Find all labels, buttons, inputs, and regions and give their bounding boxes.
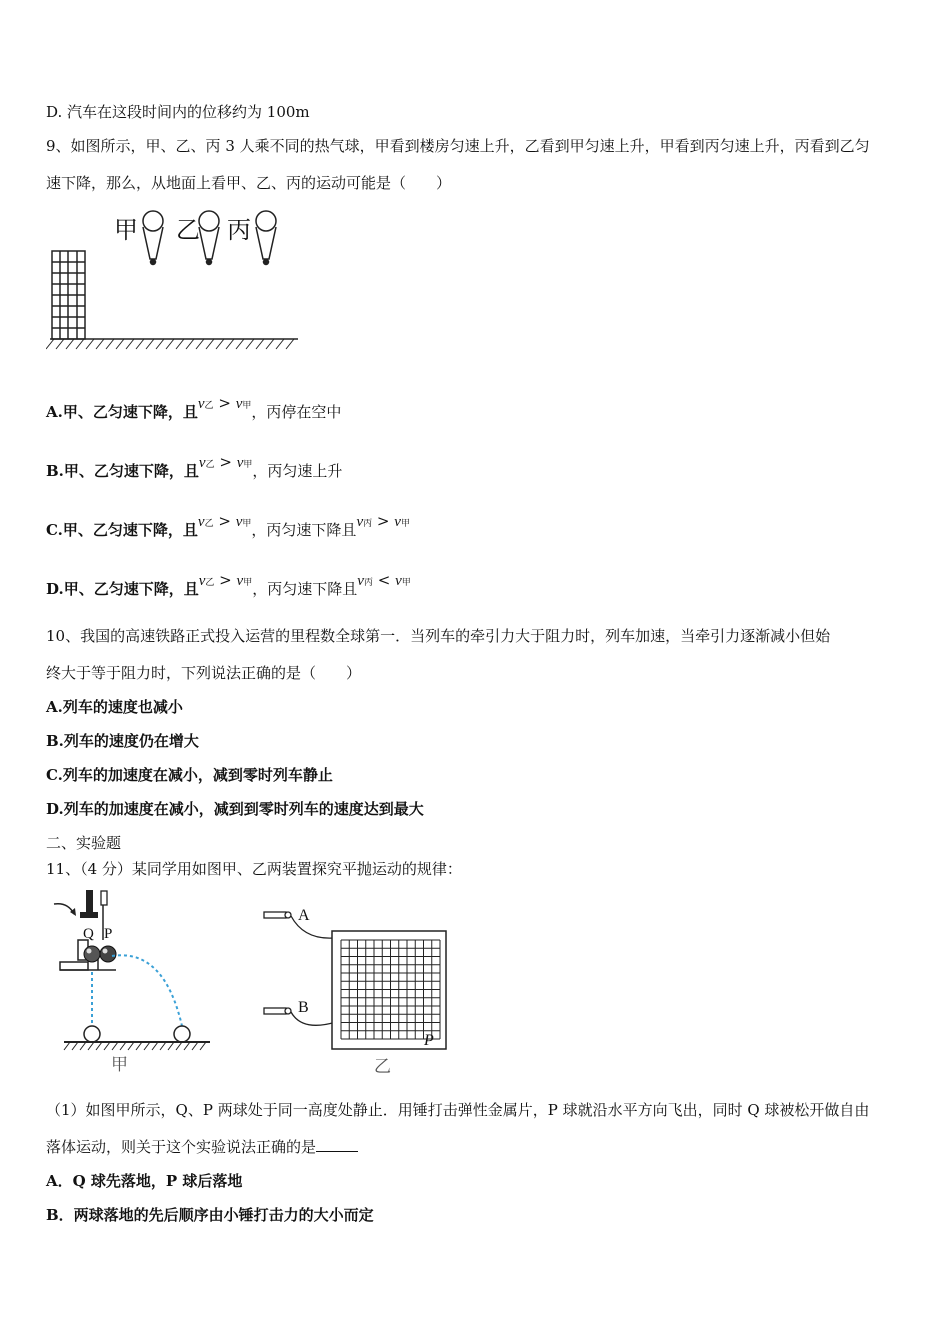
projectile-path <box>112 955 182 1026</box>
option-c-mid: ，丙匀速下降且 <box>251 521 357 539</box>
q10-option-d: D.列车的加速度在减小，减到到零时列车的速度达到最大 <box>46 800 424 818</box>
q11-option-a: A．Q 球先落地，P 球后落地 <box>46 1172 243 1190</box>
option-d-mid: ，丙匀速下降且 <box>252 580 358 598</box>
q11-option-b: B．两球落地的先后顺序由小锤打击力的大小而定 <box>46 1206 374 1224</box>
q10-stem-line2: 终大于等于阻力时，下列说法正确的是（ ） <box>46 664 362 682</box>
label-p: P <box>104 926 113 942</box>
speed-relation: v乙 > v甲 <box>197 394 252 412</box>
balloon-label-bing: 丙 <box>227 216 251 244</box>
option-a-suffix: ，丙停在空中 <box>251 403 342 421</box>
balloon-bing-icon <box>256 211 276 265</box>
q9-stem-line2: 速下降，那么，从地面上看甲、乙、丙的运动可能是（ ） <box>46 174 452 192</box>
hammer-icon <box>80 890 98 918</box>
label-q: Q <box>83 926 94 942</box>
balloon-yi-icon <box>199 211 219 265</box>
speed-relation: v乙 > v甲 <box>198 453 253 471</box>
option-b-prefix: B.甲、乙匀速下降，且 <box>46 462 199 480</box>
q9-option-a <box>46 394 342 425</box>
caption-jia: 甲 <box>111 1055 128 1075</box>
q9-option-d <box>46 571 411 602</box>
balloon-label-yi: 乙 <box>176 216 200 244</box>
q10-stem-line1: 10、我国的高速铁路正式投入运营的里程数全球第一．当列车的牵引力大于阻力时，列车加速，当牵引力逐渐减小但始 <box>46 627 831 645</box>
ball-p <box>100 946 116 962</box>
speed-relation: v乙 > v甲 <box>198 571 253 589</box>
label-p-grid: P <box>424 1032 434 1049</box>
option-a-prefix: A.甲、乙匀速下降，且 <box>46 403 198 421</box>
speed-relation-bing: v丙 > v甲 <box>356 512 410 530</box>
q10-option-c: C.列车的加速度在减小，减到零时列车静止 <box>46 766 333 784</box>
q11-part1-line2 <box>46 1137 358 1157</box>
building-icon <box>52 251 85 339</box>
q10-option-b: B.列车的速度仍在增大 <box>46 732 199 750</box>
caption-yi: 乙 <box>374 1057 391 1077</box>
q11-part1-line1: （1）如图甲所示，Q、P 两球处于同一高度处静止．用锤打击弹性金属片，P 球就沿水平方向飞出，同时 Q 球被松开做自由 <box>46 1101 870 1119</box>
ball-q <box>84 946 100 962</box>
q11-title: 11、（4 分）某同学用如图甲、乙两装置探究平抛运动的规律： <box>46 860 462 878</box>
metal-sheet <box>101 891 107 905</box>
q9-option-b <box>46 453 343 484</box>
answer-blank[interactable] <box>316 1137 358 1152</box>
tube-b <box>264 1008 286 1014</box>
q11-part1-line2-text: 落体运动，则关于这个实验说法正确的是 <box>46 1138 317 1156</box>
q10-option-a: A.列车的速度也减小 <box>46 698 183 716</box>
q9-option-c <box>46 512 410 543</box>
q11-figure-jia <box>46 888 216 1078</box>
speed-relation-bing: v丙 < v甲 <box>357 571 411 589</box>
tube-a <box>264 912 286 918</box>
option-d-prefix: D.甲、乙匀速下降，且 <box>46 580 199 598</box>
prev-option-d: D. 汽车在这段时间内的位移约为 100m <box>46 103 310 121</box>
speed-relation: v乙 > v甲 <box>197 512 252 530</box>
balloon-label-jia: 甲 <box>114 216 138 244</box>
label-a: A <box>298 907 310 924</box>
q9-stem-line1: 9、如图所示，甲、乙、丙 3 人乘不同的热气球，甲看到楼房匀速上升，乙看到甲匀速上升，甲看到丙匀速上升，丙看到乙匀 <box>46 137 870 155</box>
option-b-suffix: ，丙匀速上升 <box>252 462 343 480</box>
option-c-prefix: C.甲、乙匀速下降，且 <box>46 521 198 539</box>
label-b: B <box>298 999 309 1016</box>
section-heading: 二、实验题 <box>46 834 122 852</box>
balloon-jia-icon <box>143 211 163 265</box>
